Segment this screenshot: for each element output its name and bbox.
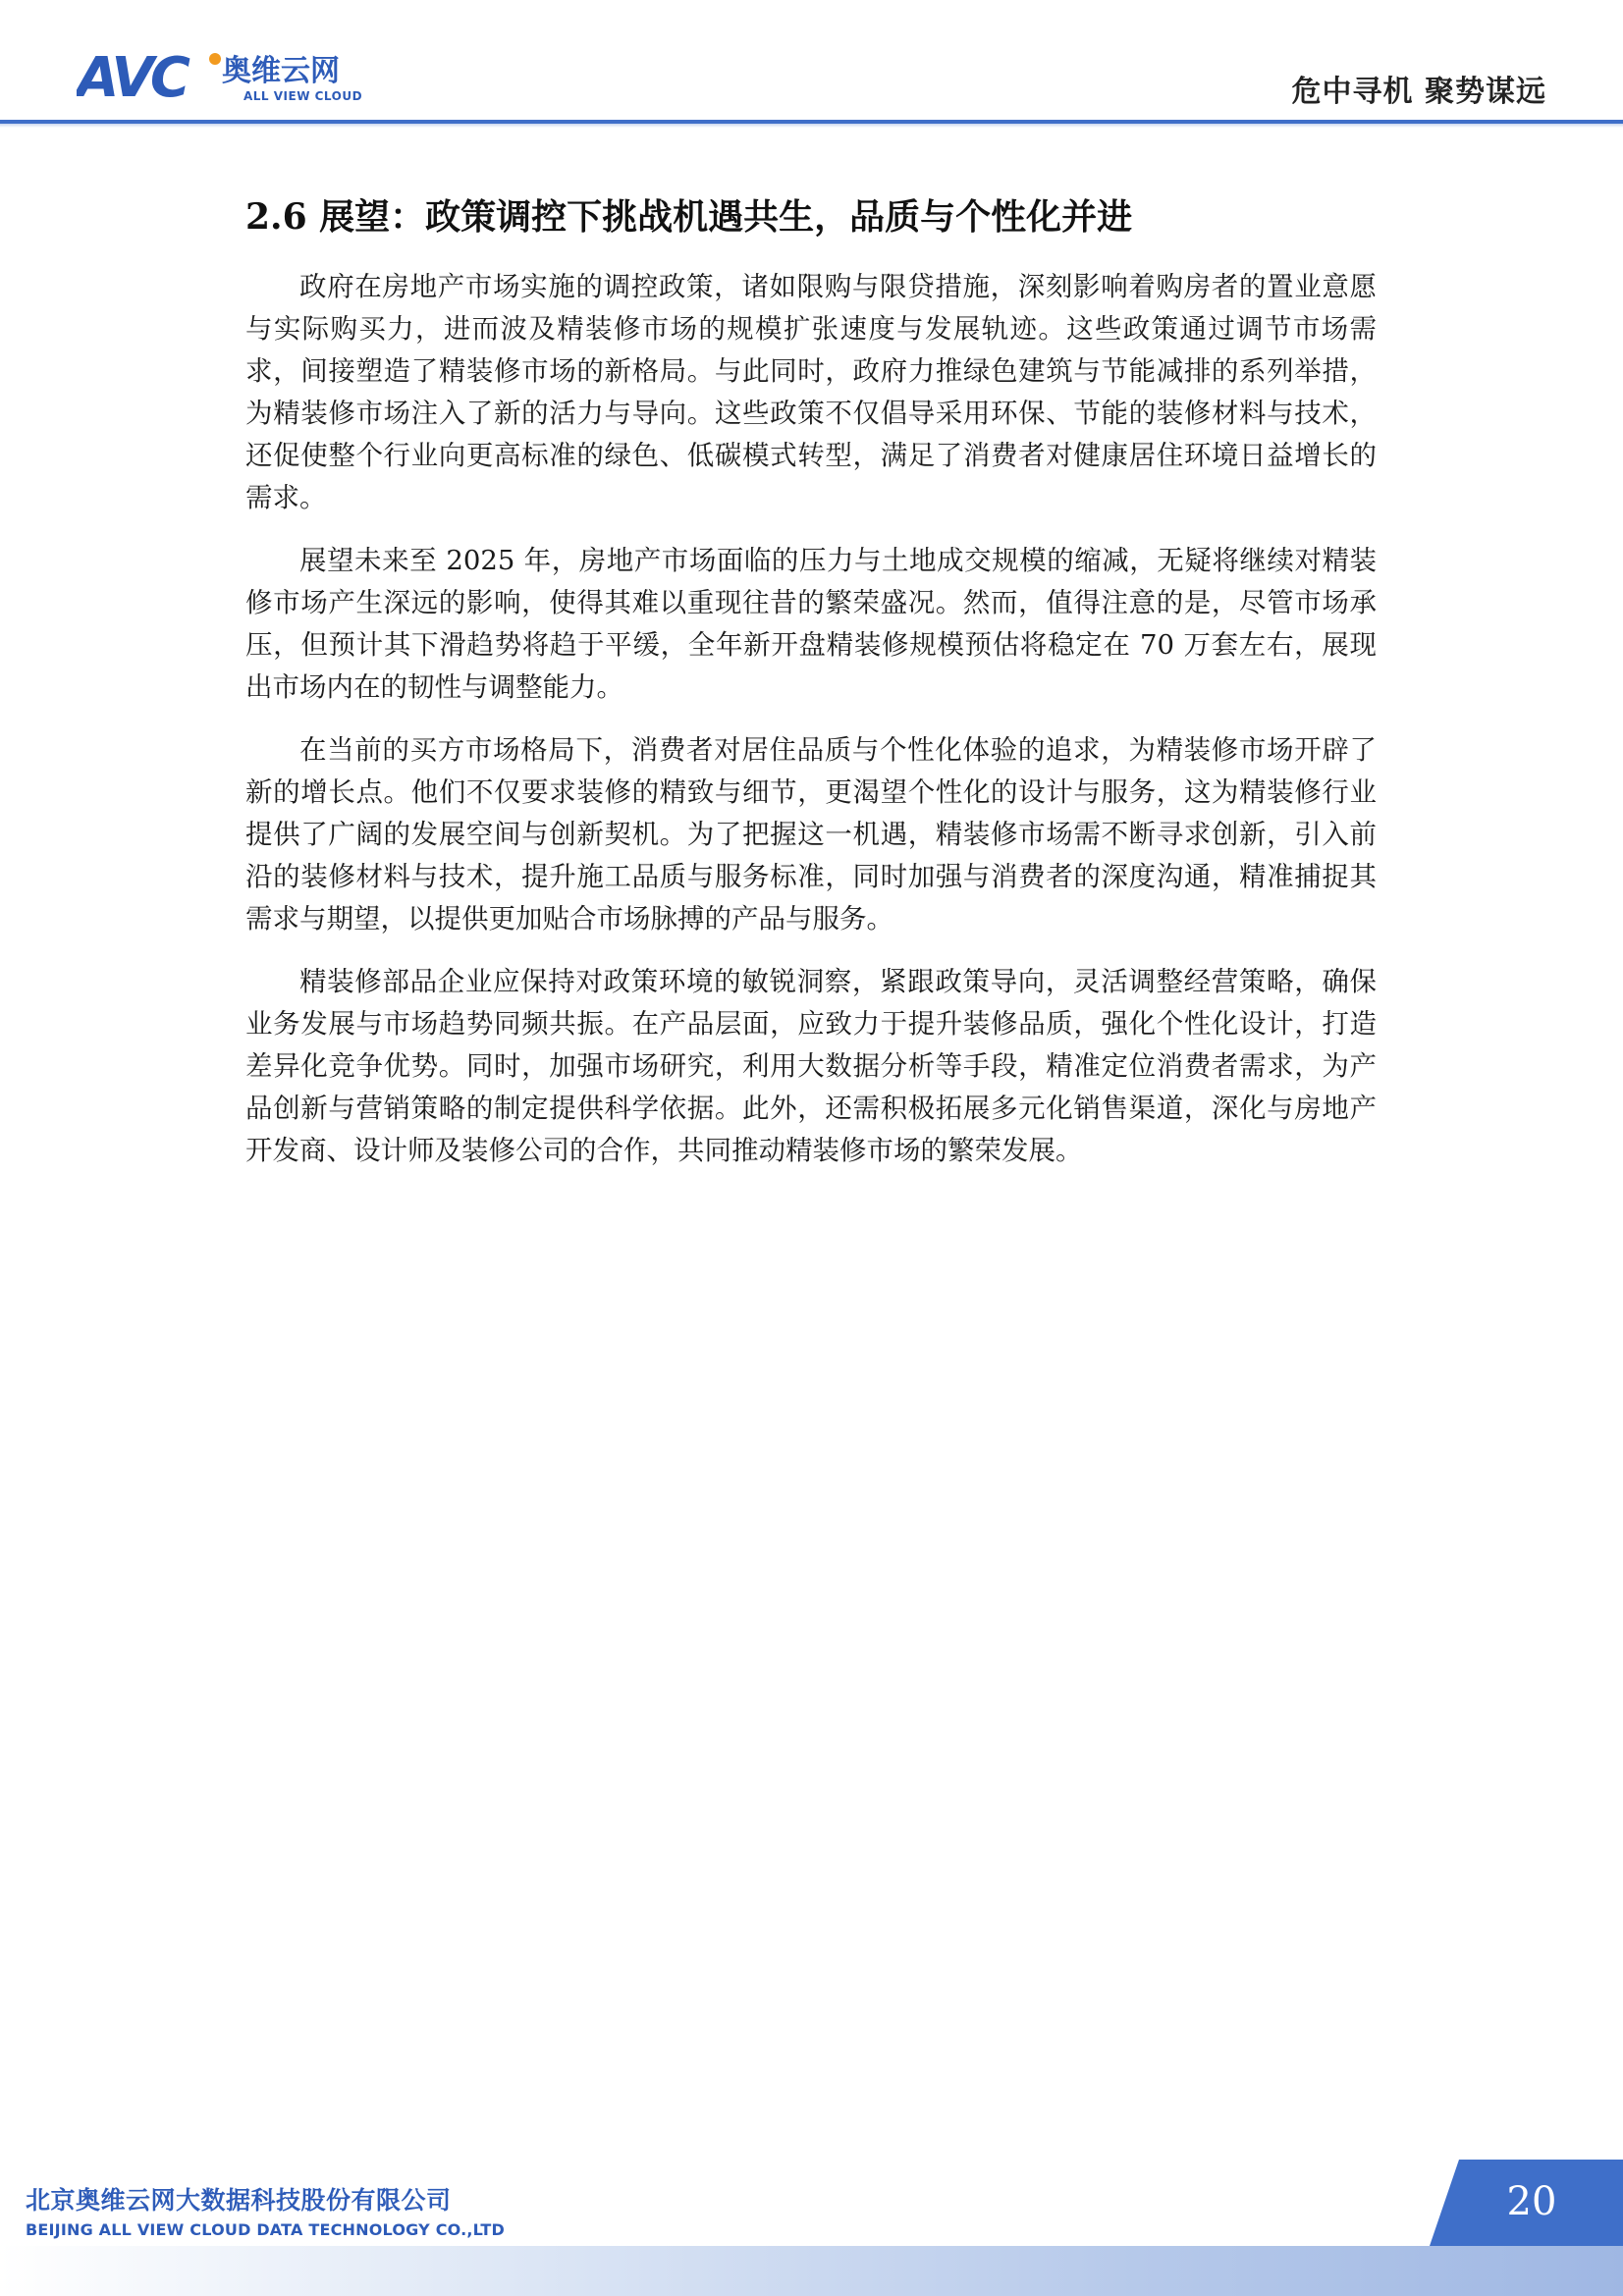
- main-content: [245, 194, 1377, 1193]
- section-title: 2.6 展望：政策调控下挑战机遇共生，品质与个性化并进: [245, 196, 1133, 238]
- avc-logo-graphic: [77, 49, 401, 104]
- page-header: [0, 0, 1623, 124]
- avc-logo: [77, 49, 401, 104]
- paragraph: 精装修部品企业应保持对政策环境的敏锐洞察，紧跟政策导向，灵活调整经营策略，确保业务发展与市场趋势同频共振。在产品层面，应致力于提升装修品质，强化个性化设计，打造差异化竞争优势。同时，加强市场研究，利用大数据分析等手段，精准定位消费者需求，为产品创新与营销策略的制定提供科学依据。此外，还需积极拓展多元化销售渠道，深化与房地产开发商、设计师及装修公司的合作，共同推动精装修市场的繁荣发展。: [245, 965, 1377, 1166]
- paragraph: 展望未来至 2025 年，房地产市场面临的压力与土地成交规模的缩减，无疑将继续对精装修市场产生深远的影响，使得其难以重现往昔的繁荣盛况。然而，值得注意的是，尽管市场承压，但预计其下滑趋势将趋于平缓，全年新开盘精装修规模预估将稳定在 70 万套左右，展现出市场内在的韧性与调整能力。: [245, 544, 1377, 703]
- footer-company-cn: 北京奥维云网大数据科技股份有限公司: [26, 2186, 452, 2215]
- footer-company: [26, 2181, 505, 2239]
- paragraph: 在当前的买方市场格局下，消费者对居住品质与个性化体验的追求，为精装修市场开辟了新的增长点。他们不仅要求装修的精致与细节，更渴望个性化的设计与服务，这为精装修行业提供了广阔的发展空间与创新契机。为了把握这一机遇，精装修市场需不断寻求创新，引入前沿的装修材料与技术，提升施工品质与服务标准，同时加强与消费者的深度沟通，精准捕捉其需求与期望，以提供更加贴合市场脉搏的产品与服务。: [245, 733, 1377, 934]
- footer-company-en: BEIJING ALL VIEW CLOUD DATA TECHNOLOGY CO.,LTD: [26, 2220, 505, 2239]
- header-tagline: 危中寻机 聚势谋远: [1291, 75, 1546, 109]
- logo-cn: 奥维云网: [222, 54, 340, 88]
- logo-mark: AVC: [77, 49, 187, 104]
- header-divider-shadow: [0, 124, 1623, 128]
- logo-en: ALL VIEW CLOUD: [243, 89, 363, 103]
- logo-dot: [209, 53, 221, 65]
- footer-bar: [0, 2246, 1623, 2296]
- page-number: 20: [1506, 2179, 1557, 2224]
- paragraph: 政府在房地产市场实施的调控政策，诸如限购与限贷措施，深刻影响着购房者的置业意愿与实际购买力，进而波及精装修市场的规模扩张速度与发展轨迹。这些政策通过调节市场需求，间接塑造了精装修市场的新格局。与此同时，政府力推绿色建筑与节能减排的系列举措，为精装修市场注入了新的活力与导向。这些政策不仅倡导采用环保、节能的装修材料与技术，还促使整个行业向更高标准的绿色、低碳模式转型，满足了消费者对健康居住环境日益增长的需求。: [245, 270, 1377, 513]
